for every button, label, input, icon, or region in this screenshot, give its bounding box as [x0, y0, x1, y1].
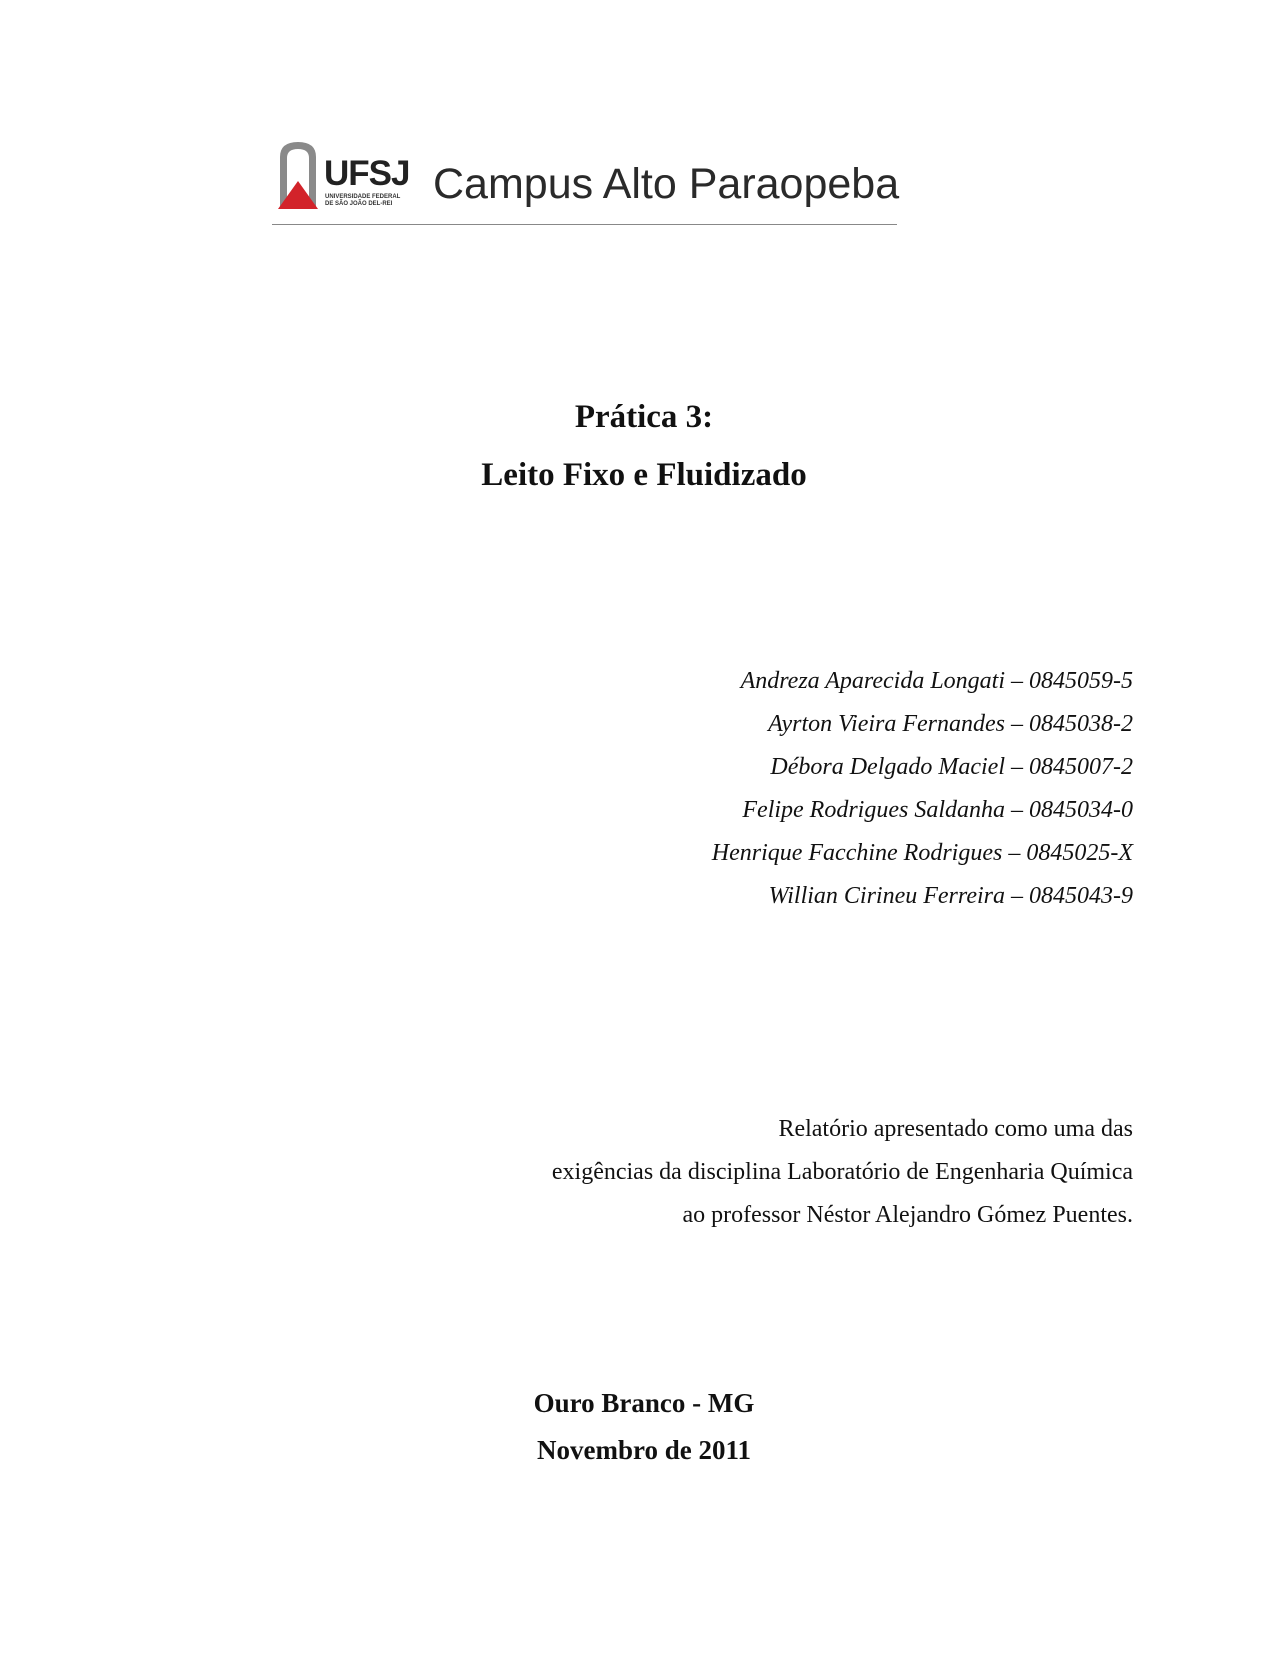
report-description-line-3: ao professor Néstor Alejandro Gómez Puentes. [682, 1202, 1133, 1228]
document-title-line-1: Prática 3: [574, 399, 714, 435]
document-title-line-2: Leito Fixo e Fluidizado [481, 457, 807, 493]
author-item: Felipe Rodrigues Saldanha – 0845034-0 [742, 797, 1133, 823]
logo-subtitle-line-1: UNIVERSIDADE FEDERAL [325, 194, 401, 200]
logo-subtitle-line-2: DE SÃO JOÃO DEL-REI [325, 201, 393, 207]
ufsj-logo-icon [276, 139, 320, 211]
author-item: Henrique Facchine Rodrigues – 0845025-X [711, 840, 1133, 866]
author-item: Willian Cirineu Ferreira – 0845043-9 [768, 883, 1133, 909]
logo-subtitle [325, 194, 415, 208]
campus-name: Campus Alto Paraopeba [433, 160, 900, 208]
report-description [552, 1108, 1133, 1237]
author-list [712, 660, 1133, 918]
footer-date: Novembro de 2011 [537, 1435, 751, 1465]
logo-abbreviation: UFSJ [324, 154, 410, 193]
footer-location: Ouro Branco - MG [533, 1388, 755, 1418]
header-divider [272, 224, 897, 225]
report-description-line-2: exigências da disciplina Laboratório de Engenharia Química [551, 1159, 1133, 1185]
institution-header [272, 136, 900, 230]
report-description-line-1: Relatório apresentado como uma das [778, 1116, 1133, 1142]
author-item: Ayrton Vieira Fernandes – 0845038-2 [768, 711, 1133, 737]
author-item: Andreza Aparecida Longati – 0845059-5 [740, 668, 1133, 694]
author-item: Débora Delgado Maciel – 0845007-2 [770, 754, 1133, 780]
